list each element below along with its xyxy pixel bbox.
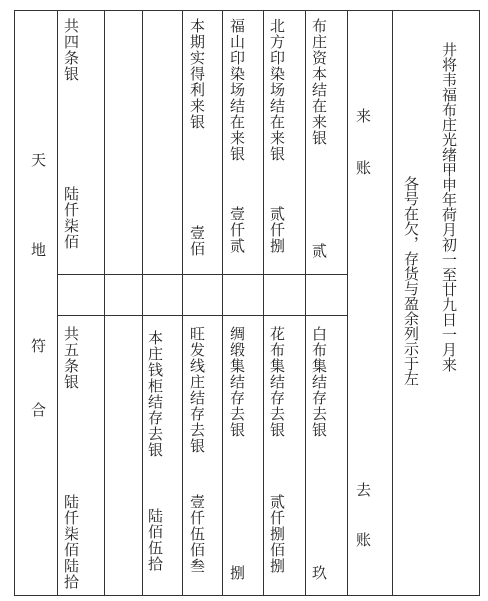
expense-label: 旺发线庄结存去银: [188, 326, 206, 454]
income-label: 共四条银: [62, 18, 80, 82]
income-amount: 壹仟贰: [228, 206, 246, 254]
income-amount: 贰仟捌: [268, 206, 286, 254]
income-amount: 壹佰: [188, 225, 206, 257]
divider: [263, 10, 264, 596]
income-header-bottom: 账: [354, 160, 372, 175]
expense-amount: 贰仟捌佰捌: [268, 494, 286, 574]
divider: [57, 274, 347, 275]
divider: [104, 10, 105, 596]
divider: [57, 315, 347, 316]
income-label: 北方印染场结在来银: [268, 18, 286, 162]
expense-label: 本庄钱柜结存去银: [146, 330, 164, 458]
expense-amount: 捌: [228, 565, 246, 581]
expense-amount: 玖: [310, 565, 328, 581]
income-label: 福山印染场结在来银: [228, 18, 246, 162]
income-label: 本期实得利来银: [188, 18, 206, 130]
balance-char: 天: [29, 152, 47, 167]
expense-label: 花布集结存去银: [268, 326, 286, 438]
income-amount: 贰: [310, 243, 328, 259]
title-line-1: 井将韦福布庄光绪甲申年荷月初一至廿九日一月来: [440, 42, 458, 372]
balance-char: 符: [29, 338, 47, 353]
income-header-top: 来: [354, 108, 372, 123]
expense-amount: 壹仟伍佰叁: [188, 494, 206, 574]
expense-header-top: 去: [354, 482, 372, 497]
balance-char: 地: [29, 242, 47, 257]
divider: [347, 10, 348, 596]
divider: [142, 10, 143, 596]
expense-amount: 陆佰伍拾: [146, 508, 164, 572]
divider: [222, 10, 223, 596]
expense-label: 共五条银: [62, 326, 80, 390]
income-amount: 陆仟柒佰: [62, 186, 80, 250]
expense-label: 绸缎集结存去银: [228, 326, 246, 438]
divider: [305, 10, 306, 596]
balance-char: 合: [29, 402, 47, 417]
divider: [182, 10, 183, 596]
expense-header-bottom: 账: [354, 532, 372, 547]
divider: [392, 10, 393, 596]
title-line-2: 各号在欠，存货与盈余列示于左: [402, 176, 420, 386]
expense-label: 白布集结存去银: [310, 326, 328, 438]
expense-amount: 陆仟柒佰陆拾: [62, 494, 80, 590]
income-label: 布庄资本结在来银: [310, 18, 328, 146]
divider: [57, 10, 58, 596]
